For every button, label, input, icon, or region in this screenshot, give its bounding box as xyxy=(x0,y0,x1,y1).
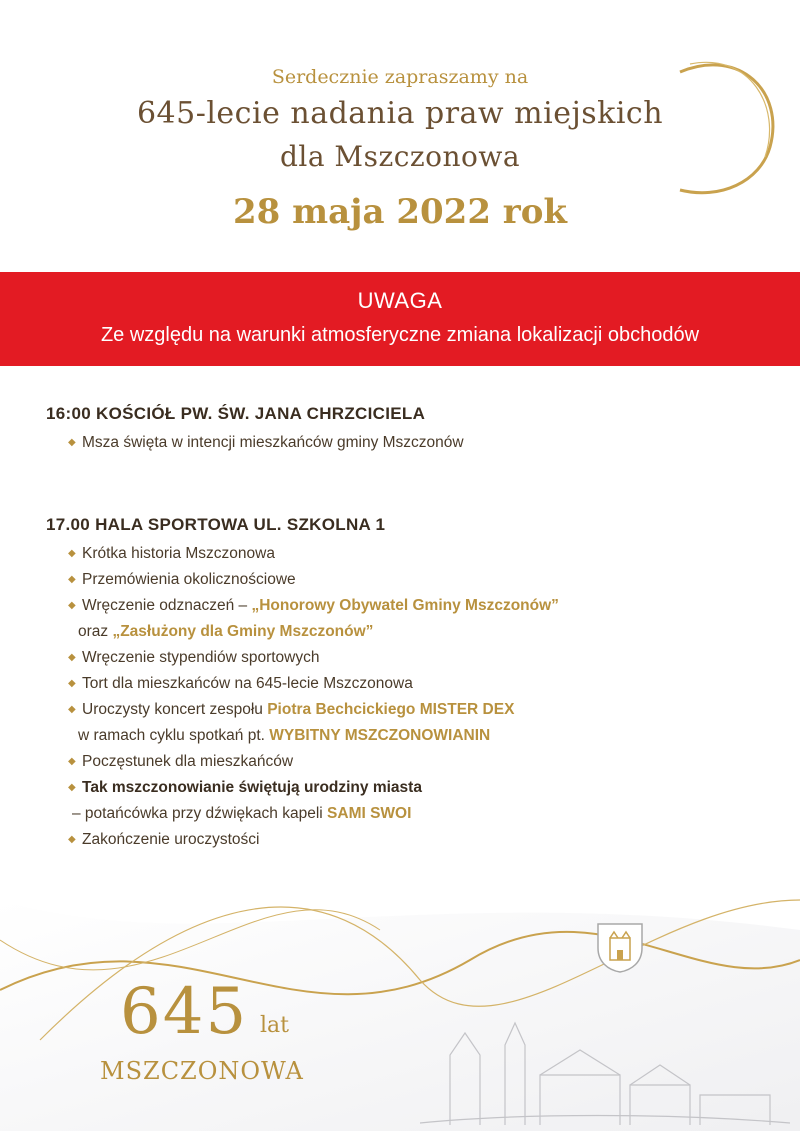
list-item: ◆ Poczęstunek dla mieszkańców xyxy=(46,749,766,775)
logo-town: MSZCZONOWA xyxy=(100,1057,304,1085)
list-item: ◆ Tort dla mieszkańców na 645-lecie Mszczonowa xyxy=(46,671,766,697)
program-list xyxy=(46,541,766,853)
event-date: 28 maja 2022 rok xyxy=(233,192,567,232)
logo-number: 645 xyxy=(120,975,249,1049)
list-item: ◆ Zakończenie uroczystości xyxy=(46,827,766,853)
alert-text: Ze względu na warunki atmosferyczne zmiana lokalizacji obchodów xyxy=(100,324,700,346)
header xyxy=(0,0,800,272)
bullet-icon: ◆ xyxy=(68,652,76,663)
section-title: 16:00 KOŚCIÓŁ PW. ŚW. JANA CHRZCICIELA xyxy=(46,404,426,423)
list-item: ◆ Tak mszczonowianie świętują urodziny miasta xyxy=(46,775,766,801)
alert-banner xyxy=(0,272,800,366)
list-item: ◆ Wręczenie odznaczeń – „Honorowy Obywatel Gminy Mszczonów” xyxy=(46,593,766,619)
series-name: WYBITNY MSZCZONOWIANIN xyxy=(269,727,491,744)
town-skyline-icon xyxy=(420,1015,790,1125)
award-name: „Honorowy Obywatel Gminy Mszczonów” xyxy=(251,597,559,614)
performer-name: Piotra Bechcickiego MISTER DEX xyxy=(267,701,515,718)
list-item: ◆ Krótka historia Mszczonowa xyxy=(46,541,766,567)
bullet-icon: ◆ xyxy=(68,782,76,793)
program-list xyxy=(46,430,766,456)
bullet-icon: ◆ xyxy=(68,600,76,611)
program-section-church xyxy=(46,404,766,456)
list-item-continuation: w ramach cyklu spotkań pt. WYBITNY MSZCZONOWIANIN xyxy=(78,727,491,744)
intro-text: Serdecznie zapraszamy na xyxy=(271,66,529,88)
list-item: ◆ Uroczysty koncert zespołu Piotra Bechcickiego MISTER DEX xyxy=(46,697,766,723)
list-item: ◆ Przemówienia okolicznościowe xyxy=(46,567,766,593)
bullet-icon: ◆ xyxy=(68,756,76,767)
list-item: ◆ Msza święta w intencji mieszkańców gminy Mszczonów xyxy=(46,430,766,456)
bullet-icon: ◆ xyxy=(68,678,76,689)
event-title-line2: dla Mszczonowa xyxy=(279,140,521,173)
section-title: 17.00 HALA SPORTOWA UL. SZKOLNA 1 xyxy=(46,515,386,534)
list-item-continuation: – potańcówka przy dźwiękach kapeli SAMI SWOI xyxy=(72,805,412,822)
bullet-icon: ◆ xyxy=(68,437,76,448)
alert-title: UWAGA xyxy=(357,288,443,313)
logo-lat: lat xyxy=(260,1013,289,1038)
list-item: ◆ Wręczenie stypendiów sportowych xyxy=(46,645,766,671)
bullet-icon: ◆ xyxy=(68,548,76,559)
award-name: „Zasłużony dla Gminy Mszczonów” xyxy=(112,623,374,640)
bullet-icon: ◆ xyxy=(68,704,76,715)
band-name: SAMI SWOI xyxy=(327,805,412,822)
bullet-icon: ◆ xyxy=(68,834,76,845)
list-item-continuation: oraz „Zasłużony dla Gminy Mszczonów” xyxy=(78,623,374,640)
bullet-icon: ◆ xyxy=(68,574,76,585)
coat-of-arms-icon xyxy=(592,918,648,974)
anniversary-logo xyxy=(100,975,340,1095)
event-title-line1: 645-lecie nadania praw miejskich xyxy=(136,96,664,131)
program-section-hall xyxy=(46,515,766,853)
